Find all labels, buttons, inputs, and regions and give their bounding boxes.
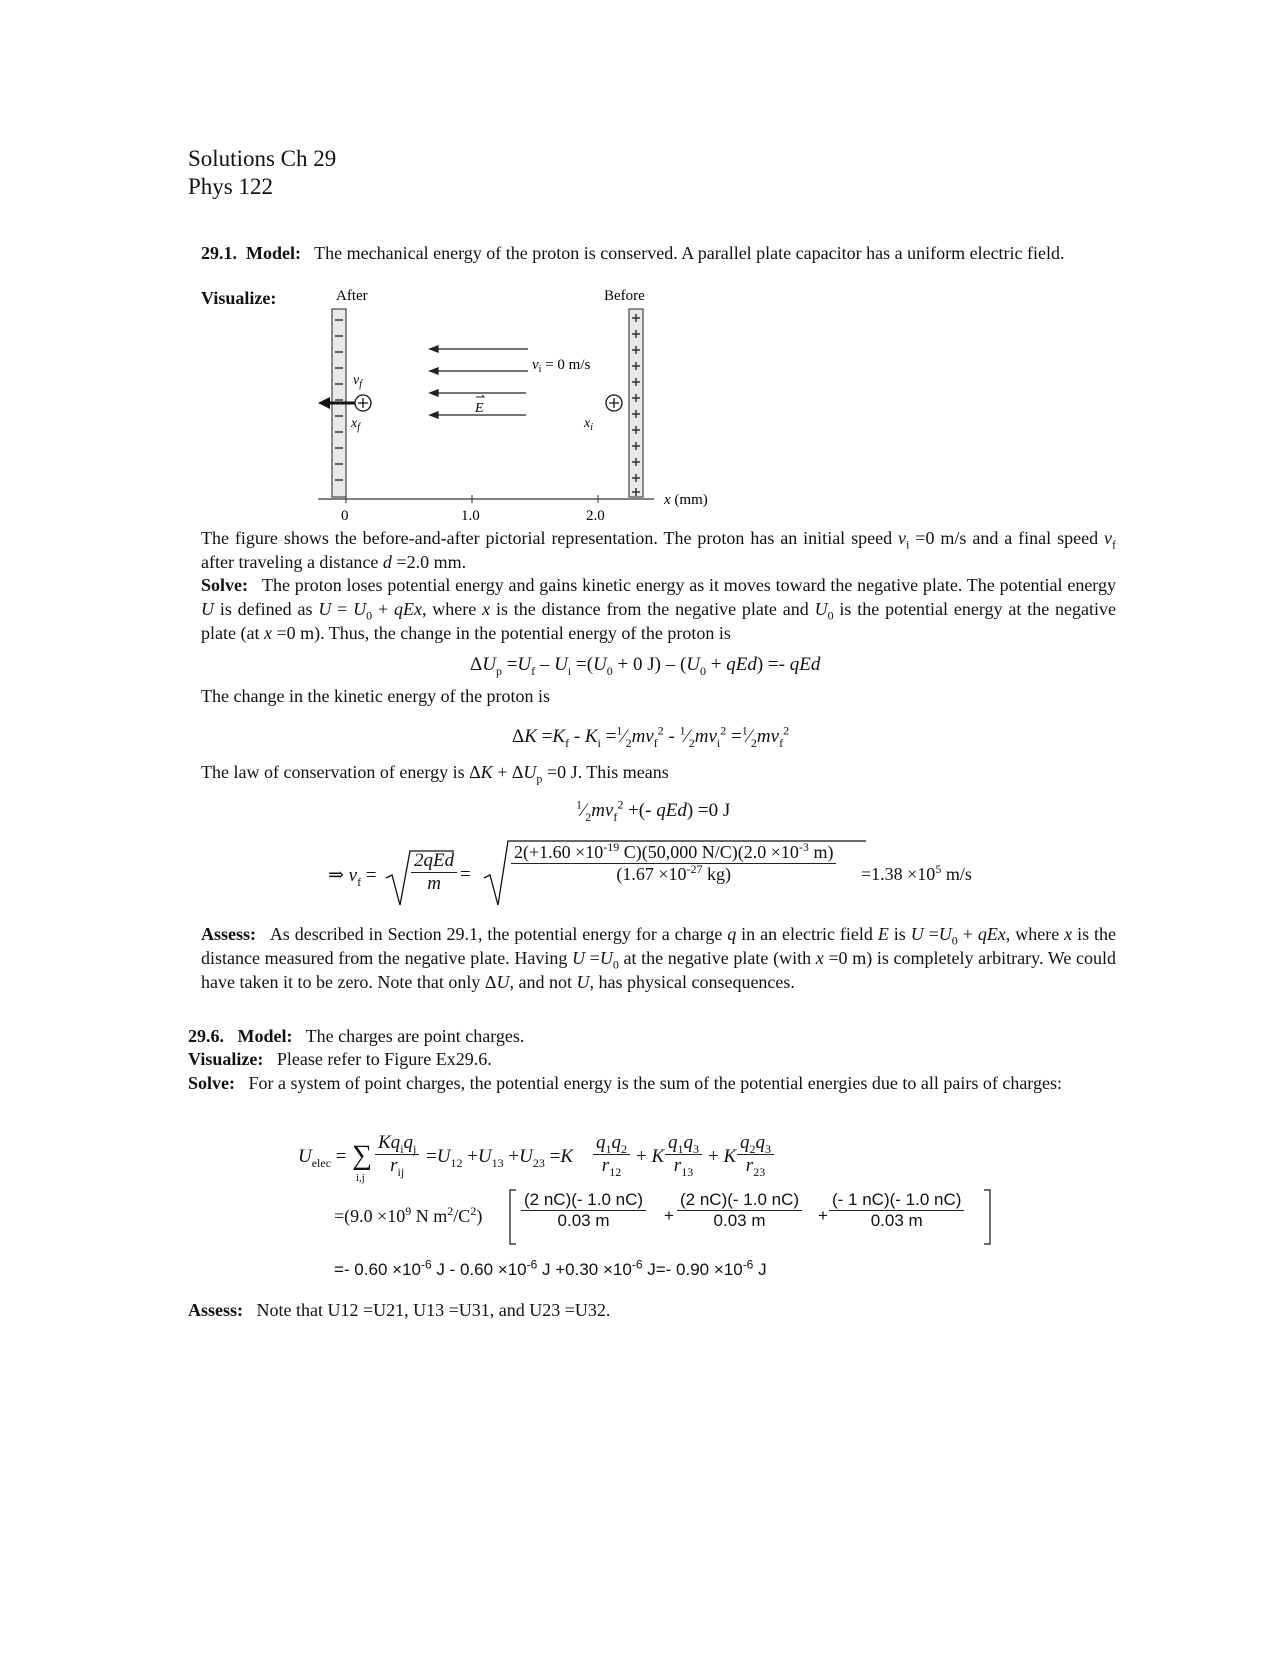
p29-6-visualize: Visualize: Please refer to Figure Ex29.6. bbox=[188, 1049, 492, 1069]
after-label: After bbox=[336, 288, 368, 304]
p29-6-solve: Solve: For a system of point charges, the potential energy is the sum of the potential energies due to all pairs of charges: bbox=[188, 1073, 1062, 1093]
vi-label: $v_i = 0$ m/s bbox=[532, 357, 591, 375]
visualize-label: Visualize: bbox=[201, 288, 277, 308]
delta-k-equation: $\Delta K =K_f - K_i$ $=^1⁄_2mv_f^2$ - $^1⁄_2mv_i^2$ $=^1⁄_2mv_f^2$ bbox=[512, 723, 790, 750]
delta-u-equation: $\Delta U_p =U_f - U_i =(U_0 + 0$ $J) - (U_0 + qEd)$ =- qEd bbox=[470, 654, 821, 678]
capacitor-figure bbox=[318, 285, 728, 525]
field-label: E bbox=[475, 401, 484, 416]
p29-1-model bbox=[201, 241, 1116, 265]
vf-label: $v_f$ bbox=[353, 373, 362, 390]
doc-title: Solutions Ch 29 bbox=[188, 146, 337, 171]
model-label: Model: bbox=[246, 243, 301, 263]
conservation-equation: $^1⁄_2mv_f^2$ +(- qEd) =0 J bbox=[576, 797, 731, 824]
before-label: Before bbox=[604, 288, 645, 304]
solve-paragraph: Solve: The proton loses potential energy and gains kinetic energy as it moves toward the negative plate. The potential energy U is defined as $U = U_0$ + qEx, where x is the distance from the negative plate and $U_0$ is the potential energy at the negative plate (at x =0 m). Thus, the change in the potential energy of the proton is bbox=[201, 575, 1116, 643]
figure-description: The figure shows the before-and-after pictorial representation. The proton has an initial speed $v_i =0$ m/s and a final speed $v_f$ after traveling a distance d =2.0 mm. bbox=[201, 528, 1116, 572]
velocity-result: $=1.38 \times 10^5$ m/s bbox=[861, 862, 972, 884]
course-label: Phys 122 bbox=[188, 174, 273, 199]
xf-label: $x_f$ bbox=[351, 416, 360, 433]
problem-number: 29.1. bbox=[201, 243, 237, 263]
solve-label: Solve: bbox=[201, 575, 248, 595]
p29-6-assess: Assess: Note that U12 =U21, U13 =U31, and U23 =U32. bbox=[188, 1300, 611, 1320]
axis-label: x (mm) bbox=[664, 492, 708, 508]
tick-label: 1.0 bbox=[461, 508, 480, 524]
tick-label: 0 bbox=[341, 508, 349, 524]
tick-label: 2.0 bbox=[586, 508, 605, 524]
velocity-arrow-icon bbox=[318, 397, 330, 409]
xi-label: $x_i$ bbox=[584, 416, 593, 433]
p29-6-model: 29.6. Model: The charges are point charges. bbox=[188, 1026, 525, 1046]
model-text: The mechanical energy of the proton is conserved. A parallel plate capacitor has a uniform electric field. bbox=[314, 243, 1065, 263]
final-result: =- $0.60 \times 10^{-6}$ $J - 0.60 \times 10^{-6}$ $J +0.30 \times 10^{-6}$ J=- $0.90 \times 10^{-6}$ J bbox=[334, 1257, 767, 1279]
assess-label: Assess: bbox=[201, 924, 257, 944]
ke-intro: The change in the kinetic energy of the proton is bbox=[201, 686, 551, 706]
assess-paragraph: Assess: As described in Section 29.1, the potential energy for a charge q in an electric field E is $U =U_0$ + qEx, where x is the distance measured from the negative plate. Having $U =U_0$ at the negative plate (with x =0 m) is completely arbitrary. We could have taken it to be zero. Note that only ΔU, and not U, has physical consequences. bbox=[201, 924, 1116, 992]
law-intro: The law of conservation of energy is $\Delta K + \Delta U_p =0$ J. This means bbox=[201, 762, 669, 786]
